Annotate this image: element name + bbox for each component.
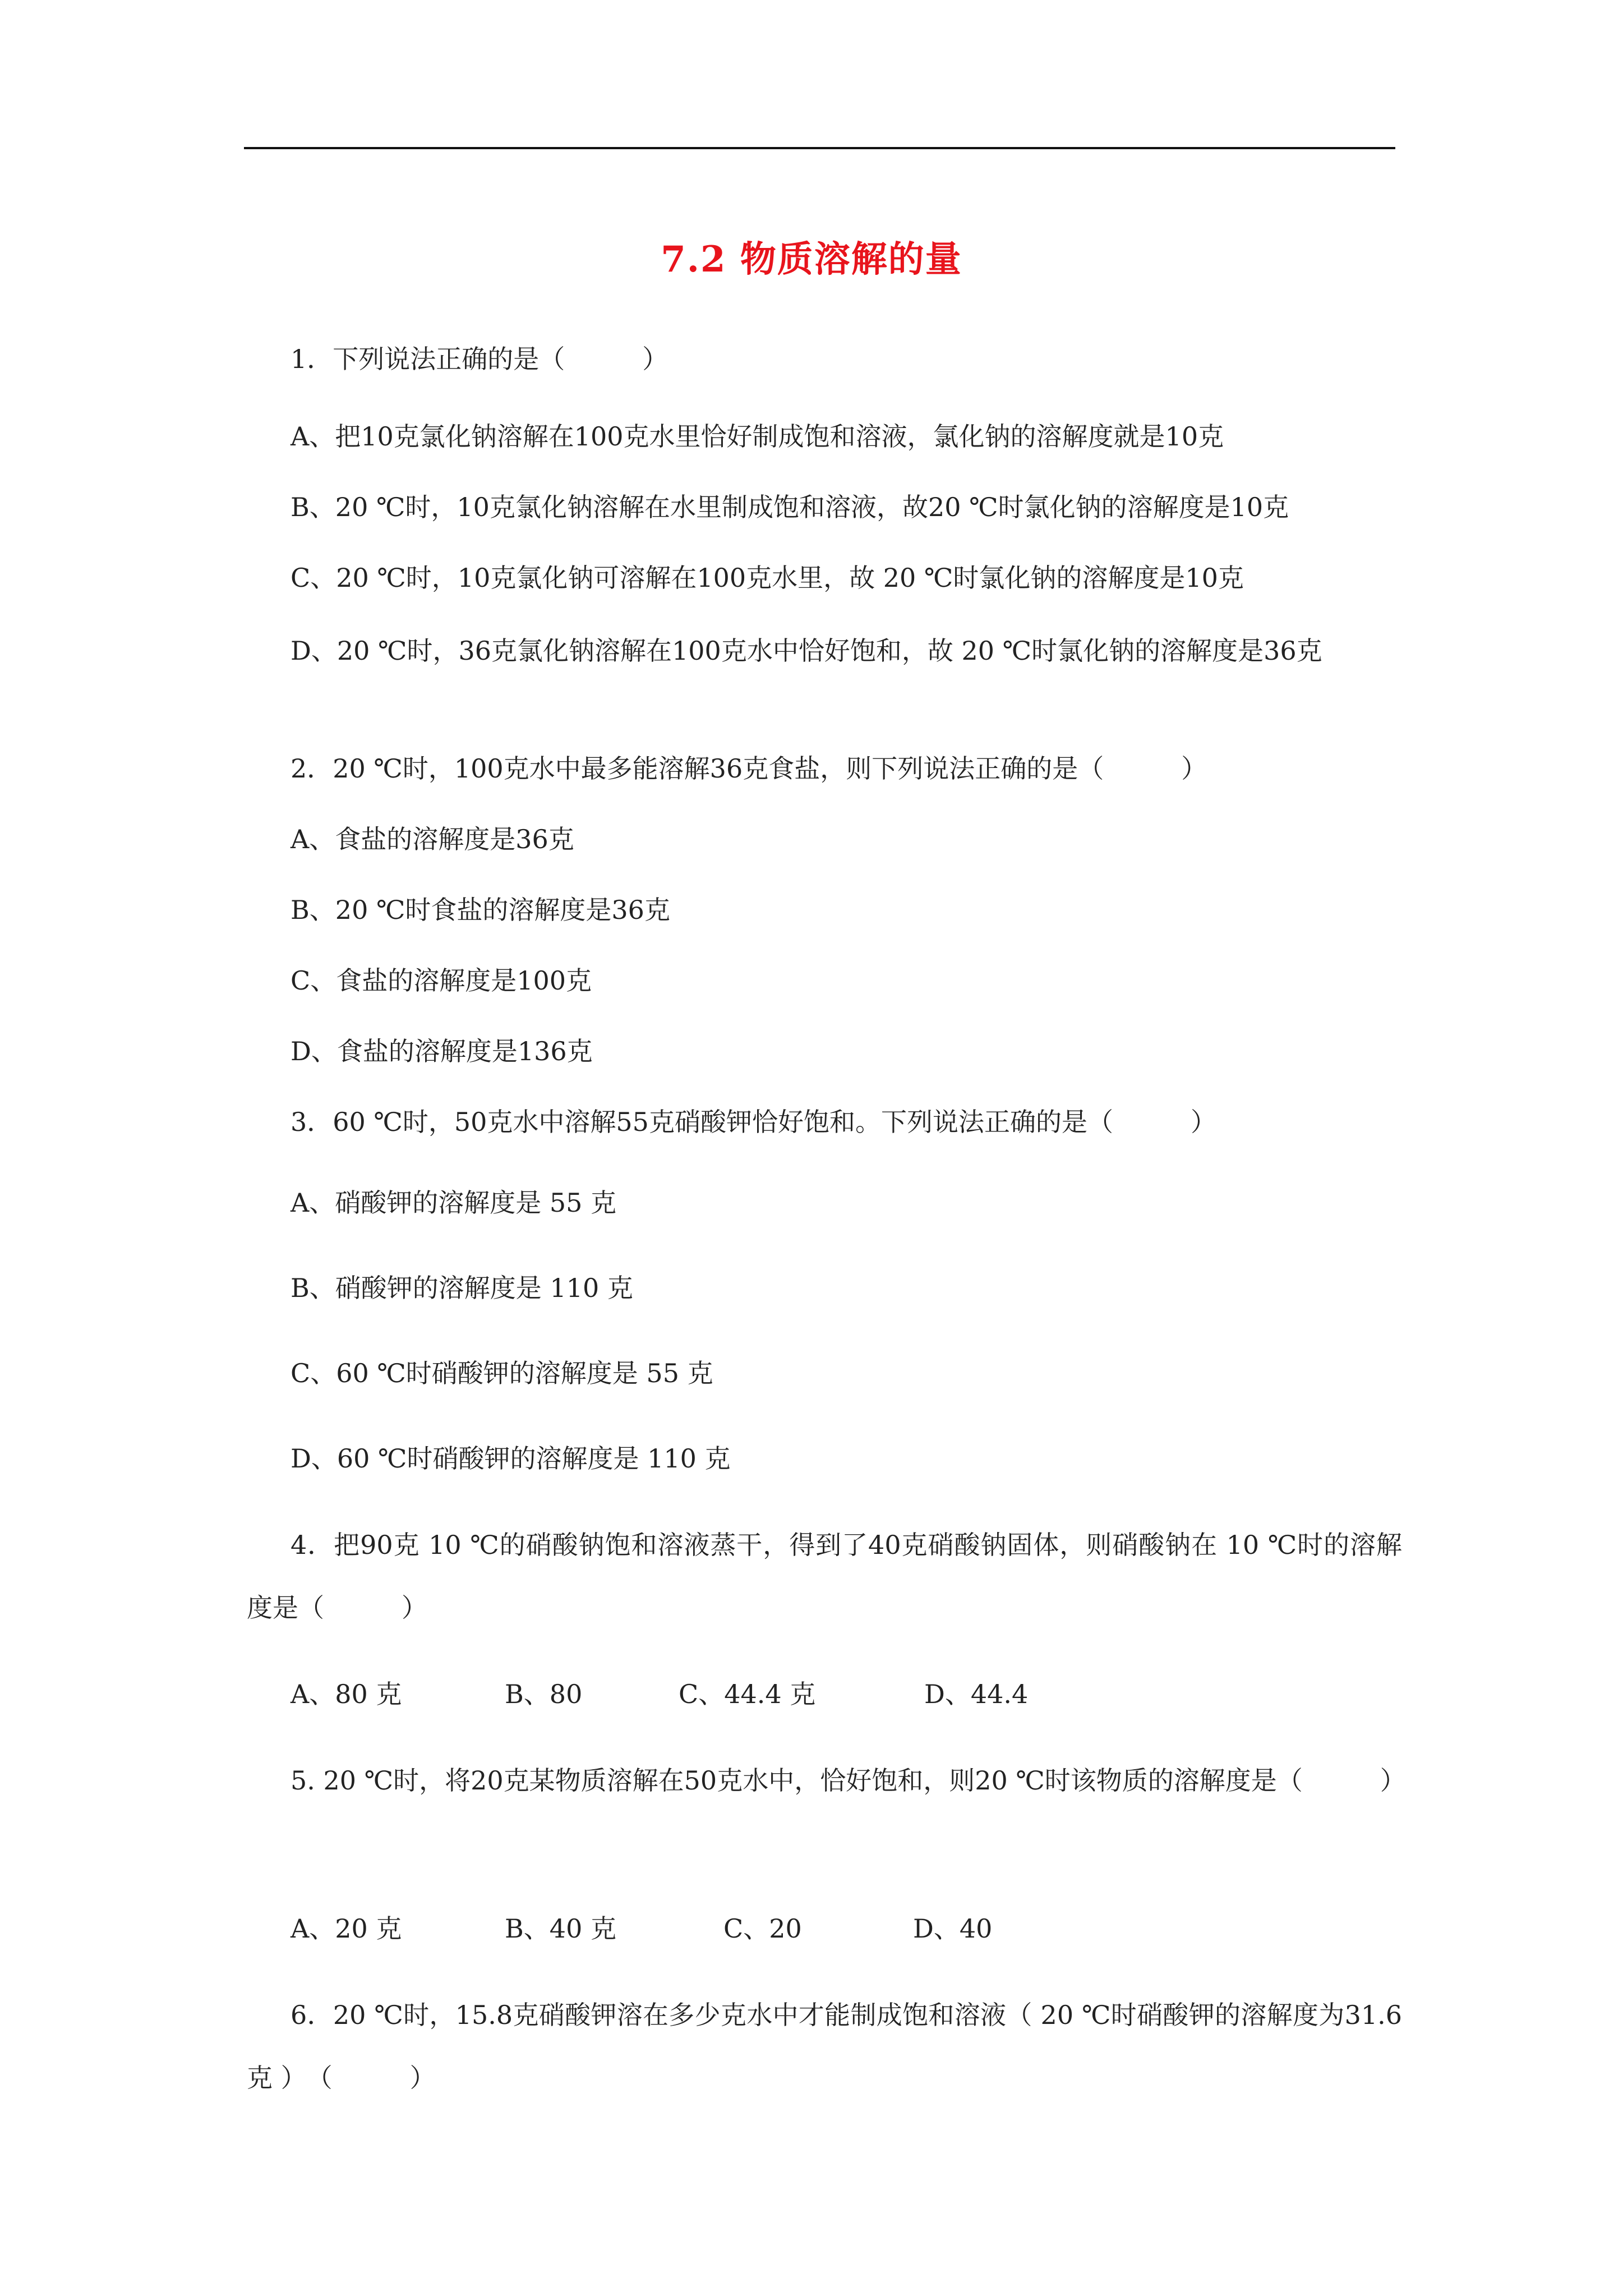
q4-option-c: C、44.4 克: [679, 1679, 816, 1709]
q2-option-d: D、食盐的溶解度是136克: [291, 1036, 593, 1066]
q5-option-b: B、40 克: [505, 1913, 616, 1944]
header-rule: [244, 147, 1395, 149]
q1-stem: 1．下列说法正确的是（ ）: [291, 344, 668, 374]
q4-option-a: A、80 克: [291, 1679, 402, 1709]
q1-option-d: D、20 ℃时，36克氯化钠溶解在100克水中恰好饱和，故 20 ℃时氯化钠的溶解度是36克: [291, 636, 1322, 666]
q5-option-c: C、20: [723, 1913, 802, 1944]
q2-option-c: C、食盐的溶解度是100克: [291, 965, 592, 996]
q3-stem: 3．60 ℃时，50克水中溶解55克硝酸钾恰好饱和。下列说法正确的是（ ）: [291, 1107, 1216, 1137]
q2-option-b: B、20 ℃时食盐的溶解度是36克: [291, 895, 670, 925]
q5-option-d: D、40: [913, 1913, 993, 1944]
q4-stem: 4．把90克 10 ℃的硝酸钠饱和溶液蒸干，得到了40克硝酸钠固体，则硝酸钠在 10 ℃时的溶解度是（ ）: [247, 1530, 1402, 1623]
q5-option-a: A、20 克: [291, 1913, 402, 1944]
q3-option-d: D、60 ℃时硝酸钾的溶解度是 110 克: [291, 1443, 731, 1474]
q1-option-b: B、20 ℃时，10克氯化钠溶解在水里制成饱和溶液，故20 ℃时氯化钠的溶解度是10克: [291, 492, 1289, 522]
page-title: 7.2 物质溶解的量: [661, 238, 962, 280]
q6-stem: 6．20 ℃时，15.8克硝酸钾溶在多少克水中才能制成饱和溶液（ 20 ℃时硝酸钾的溶解度为31.6克 ） （ ）: [247, 2000, 1402, 2093]
q5-stem: 5. 20 ℃时，将20克某物质溶解在50克水中，恰好饱和，则20 ℃时该物质的溶解度是（ ）: [291, 1765, 1406, 1796]
q2-stem: 2．20 ℃时，100克水中最多能溶解36克食盐，则下列说法正确的是（ ）: [291, 753, 1207, 784]
q1-option-c: C、20 ℃时，10克氯化钠可溶解在100克水里，故 20 ℃时氯化钠的溶解度是10克: [291, 563, 1244, 593]
q2-option-a: A、食盐的溶解度是36克: [291, 824, 574, 854]
q3-option-c: C、60 ℃时硝酸钾的溶解度是 55 克: [291, 1358, 713, 1388]
q4-option-d: D、44.4: [924, 1679, 1029, 1709]
q1-option-a: A、把10克氯化钠溶解在100克水里恰好制成饱和溶液，氯化钠的溶解度就是10克: [291, 421, 1224, 452]
q3-option-b: B、硝酸钾的溶解度是 110 克: [291, 1273, 633, 1303]
q3-option-a: A、硝酸钾的溶解度是 55 克: [291, 1188, 616, 1218]
q4-option-b: B、80: [505, 1679, 583, 1709]
